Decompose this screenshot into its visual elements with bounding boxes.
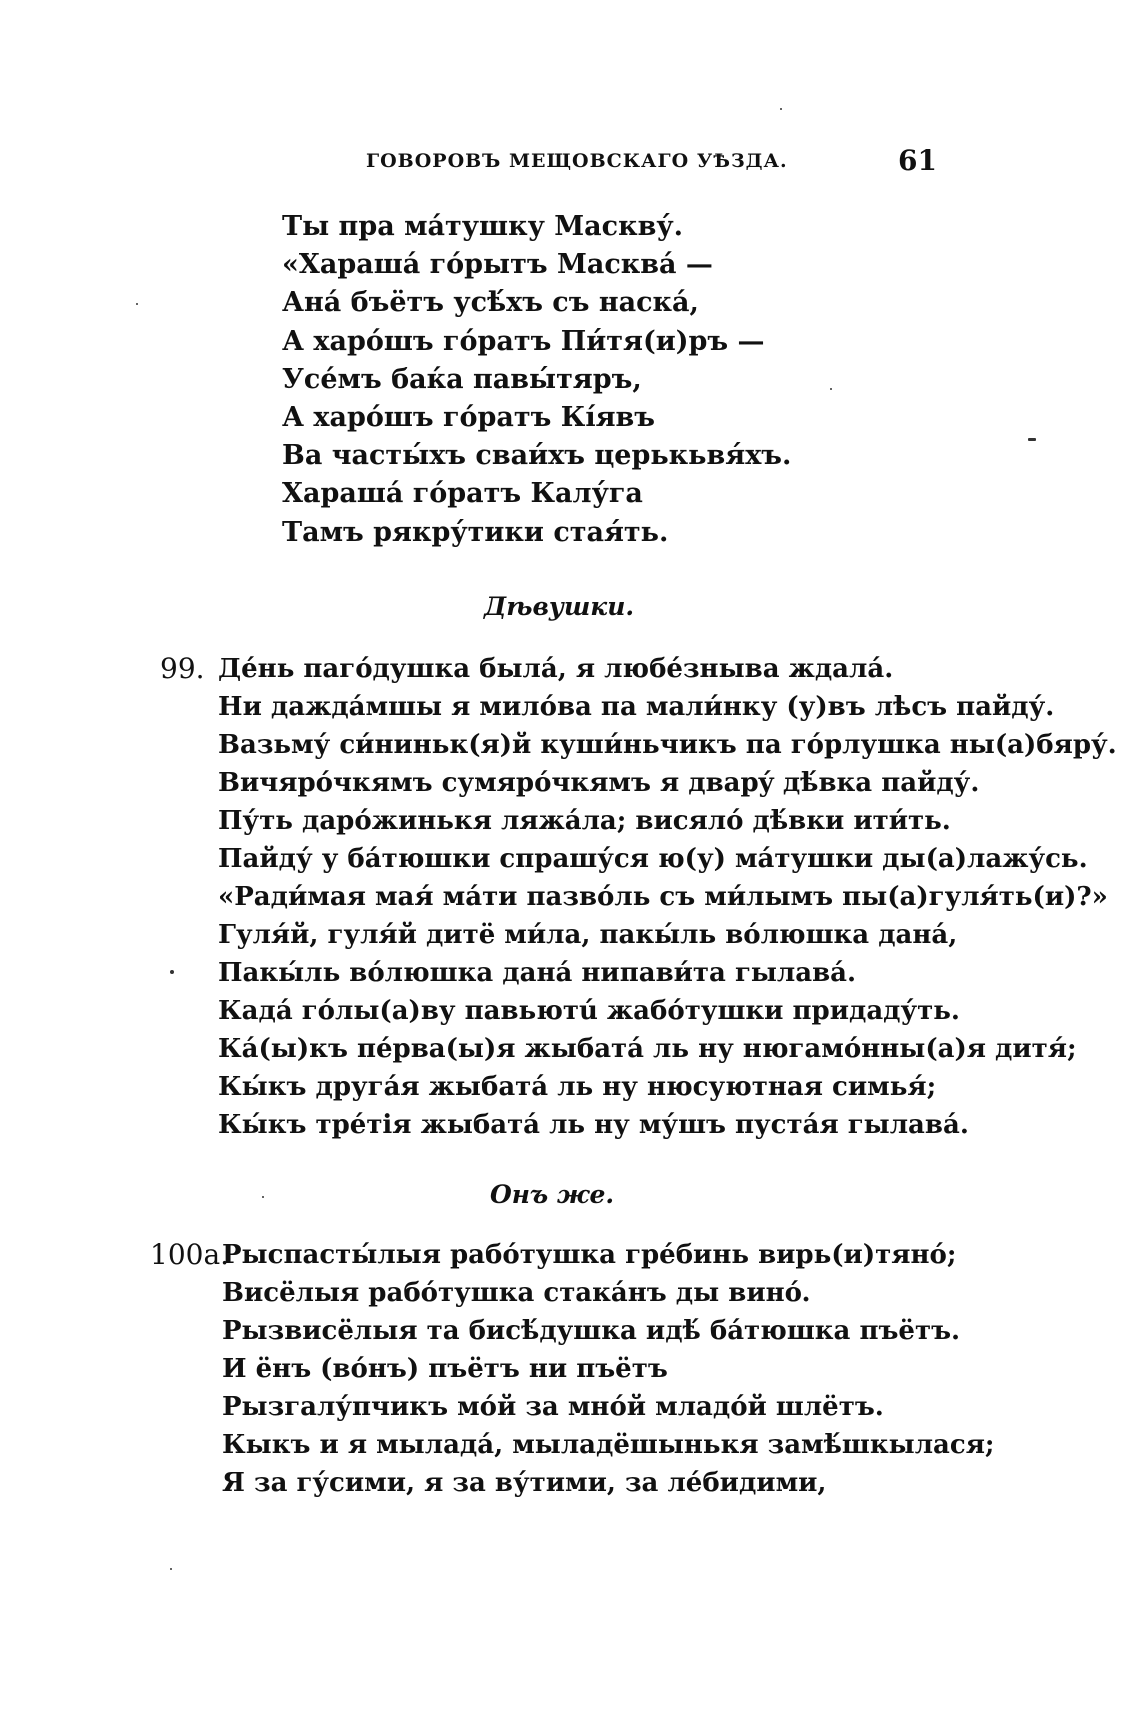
verse-line: Ты пра мáтушку Маскву́. — [282, 211, 684, 242]
song-line: Вазьму́ си́ниньк(я)й куши́ньчикъ па гóрлушка ны(а)бяру́. — [218, 730, 1117, 760]
song-number: 99. — [160, 652, 205, 685]
scan-speck — [1028, 438, 1036, 441]
scan-speck — [262, 1196, 264, 1198]
verse-continuation — [282, 208, 791, 552]
song-99 — [160, 650, 1117, 1144]
song-line: И ёнъ (вóнъ) пъётъ ни пъётъ — [222, 1354, 668, 1384]
song-line: Рыспасты́лыя рабóтушка грéбинь вирь(и)тянó; — [222, 1240, 957, 1270]
song-line: Рызвисёлыя та бисѣ́душка идѣ́ бáтюшка пъётъ. — [222, 1316, 961, 1346]
verse-line: Ва часты́хъ сваи́хъ церькьвя́хъ. — [282, 440, 792, 472]
song-line: Кы́къ трéтія жыбатá ль ну му́шъ пустáя гылавá. — [218, 1110, 969, 1140]
verse-line: Усéмъ баќа павы́тяръ, — [282, 363, 642, 395]
song-line: Кадá гóлы(а)ву павьютú жабóтушки придаду́ть. — [218, 996, 960, 1026]
song-line: Ни даждáмшы я милóва па мали́нку (у)въ лѣсъ пайду́. — [218, 692, 1055, 722]
song-line: Пу́ть дарóжинькя ляжáла; висялó дѣ́вки ити́ть. — [218, 806, 951, 836]
verse-line: А харóшъ гóратъ Пи́тя(и)ръ — — [282, 325, 765, 357]
song-line: Дéнь пагóдушка былá, я любéзныва ждалá. — [218, 654, 894, 684]
scan-speck — [170, 1568, 172, 1570]
song-number: 100a. — [150, 1238, 230, 1271]
verse-line: Тамъ рякру́тики стая́ть. — [282, 516, 669, 548]
verse-line: Харашá гóратъ Калу́га — [282, 478, 643, 510]
song-line: Гуля́й, гуля́й дитё ми́ла, пакы́ль вóлюшка данá, — [218, 920, 958, 950]
song-line: «Ради́мая мая́ мáти пазвóль съ ми́лымъ пы(а)гуля́ть(и)?» — [218, 882, 1108, 912]
song-line: Висёлыя рабóтушка стакáнъ ды винó. — [222, 1278, 811, 1308]
verse-line: Анá бъётъ усѣ́хъ съ наскá, — [282, 287, 699, 319]
song-line: Кыкъ и я мыладá, мыладёшынькя замѣ́шкылася; — [222, 1430, 995, 1460]
song-100a — [150, 1236, 995, 1502]
song-line: Кы́къ другáя жыбатá ль ну нюсуютная симья́; — [218, 1072, 937, 1102]
verse-line: А харóшъ гóратъ Кíявъ — [282, 402, 656, 434]
scan-speck — [830, 388, 832, 390]
song-line: Пакы́ль вóлюшка данá нипави́та гылавá. — [218, 958, 857, 988]
scan-speck — [136, 303, 138, 305]
section-heading-devushki: Дѣвушки. — [484, 592, 635, 621]
running-head: ГОВОРОВЪ МЕЩОВСКАГО УѢЗДА. — [366, 150, 788, 172]
scan-speck — [780, 108, 782, 110]
song-line: Пайду́ у бáтюшки спрашу́ся ю(у) мáтушки ды(а)лажу́сь. — [218, 844, 1088, 874]
section-heading-on-zhe: Онъ же. — [490, 1180, 615, 1209]
song-line: Кá(ы)къ пéрва(ы)я жыбатá ль ну нюгамóнны(а)я дитя́; — [218, 1034, 1077, 1064]
song-line: Вичярóчкямъ сумярóчкямъ я дварý дѣ́вка пайду́. — [218, 768, 980, 798]
song-line: Я за гу́сими, я за ву́тими, за лéбидими, — [222, 1468, 827, 1498]
verse-line: «Харашá гóрытъ Масквá — — [282, 249, 713, 281]
page-number: 61 — [898, 144, 937, 177]
song-line: Рызгалу́пчикъ мóй за мнóй младóй шлётъ. — [222, 1392, 884, 1422]
scan-speck — [170, 970, 174, 974]
